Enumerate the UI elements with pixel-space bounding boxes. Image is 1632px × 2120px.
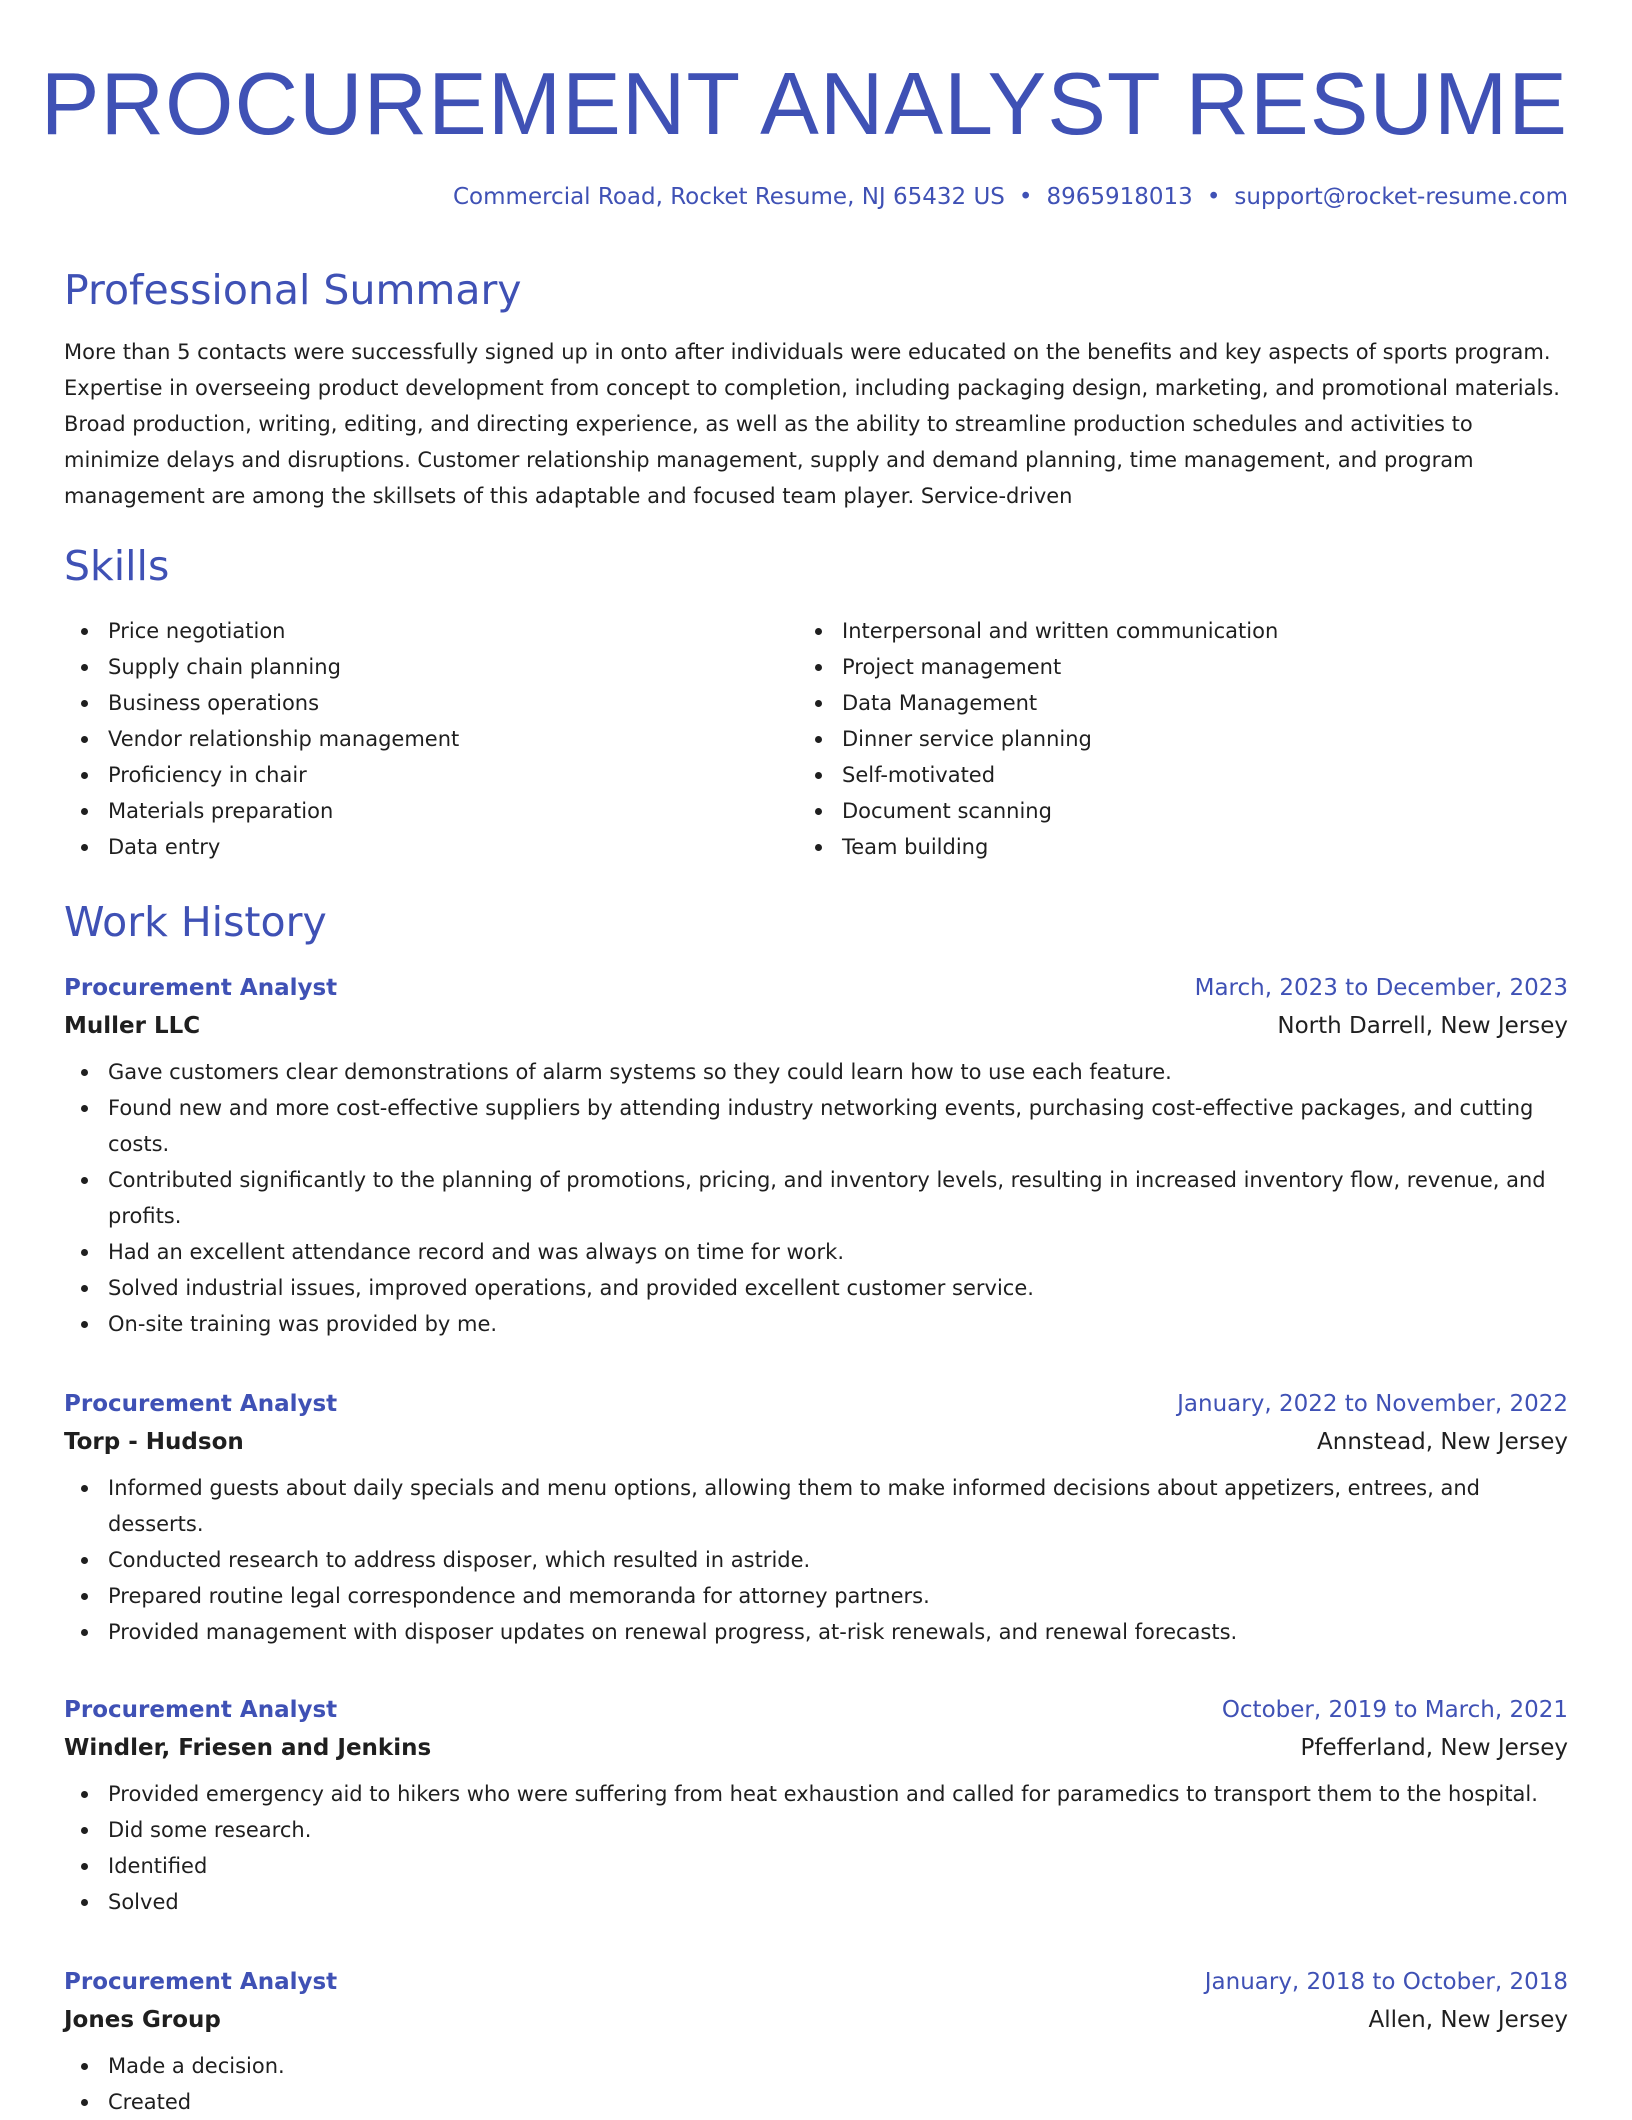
job-bullet: Prepared routine legal correspondence and memoranda for attorney partners. — [64, 1578, 1568, 1614]
job-bullet: Gave customers clear demonstrations of alarm systems so they could learn how to use each feature. — [64, 1054, 1568, 1090]
skill-item: Data entry — [64, 829, 784, 865]
contact-line — [453, 180, 1568, 214]
job-header — [64, 970, 1568, 1046]
job-bullets — [64, 2048, 1568, 2120]
skill-item: Data Management — [798, 685, 1518, 721]
job-entry — [64, 970, 1568, 1342]
job-title: Procurement Analyst — [64, 1697, 338, 1723]
job-title: Procurement Analyst — [64, 1969, 338, 1995]
job-bullet: Solved — [64, 1884, 1568, 1920]
skills-heading: Skills — [64, 542, 170, 590]
job-bullets — [64, 1776, 1568, 1920]
job-bullet: On-site training was provided by me. — [64, 1306, 1568, 1342]
summary-heading: Professional Summary — [64, 266, 522, 314]
skill-item: Document scanning — [798, 793, 1518, 829]
phone: 8965918013 — [1046, 184, 1193, 210]
job-company: Torp - Hudson — [64, 1429, 244, 1455]
job-bullet: Informed guests about daily specials and menu options, allowing them to make informed decisions about appetizers, entrees, and desserts. — [64, 1470, 1568, 1542]
job-title: Procurement Analyst — [64, 975, 338, 1001]
skill-item: Self-motivated — [798, 757, 1518, 793]
job-company: Muller LLC — [64, 1013, 201, 1039]
skill-item: Team building — [798, 829, 1518, 865]
job-bullet: Created — [64, 2084, 1568, 2120]
job-bullet: Had an excellent attendance record and was always on time for work. — [64, 1234, 1568, 1270]
work-history-heading: Work History — [64, 898, 327, 946]
job-dates: January, 2022 to November, 2022 — [1177, 1391, 1568, 1417]
job-dates: January, 2018 to October, 2018 — [1204, 1969, 1568, 1995]
job-bullet: Contributed significantly to the planning of promotions, pricing, and inventory levels, resulting in increased inventory flow, revenue, and profits. — [64, 1162, 1568, 1234]
job-bullet: Made a decision. — [64, 2048, 1568, 2084]
summary-text: More than 5 contacts were successfully signed up in onto after individuals were educated on the benefits and key aspects of sports program. Expertise in overseeing product development from concept to completion, including packaging design, marketing, and promotional materials. Broad production, writing, editing, and directing experience, as well as the ability to streamline production schedules and activities to minimize delays and disruptions. Customer relationship management, supply and demand planning, time management, and program management are among the skillsets of this adaptable and focused team player. Service-driven — [64, 340, 1560, 508]
job-header — [64, 1692, 1568, 1768]
job-bullet: Solved industrial issues, improved operations, and provided excellent customer service. — [64, 1270, 1568, 1306]
skill-item: Price negotiation — [64, 613, 784, 649]
address: Commercial Road, Rocket Resume, NJ 65432 US — [453, 184, 1005, 210]
job-title: Procurement Analyst — [64, 1391, 338, 1417]
job-header — [64, 1964, 1568, 2040]
skill-item: Interpersonal and written communication — [798, 613, 1518, 649]
skill-item: Proficiency in chair — [64, 757, 784, 793]
resume-title: PROCUREMENT ANALYST RESUME — [40, 54, 1568, 153]
skill-item: Supply chain planning — [64, 649, 784, 685]
job-location: North Darrell, New Jersey — [1277, 1013, 1568, 1039]
job-entry — [64, 1964, 1568, 2120]
skills-left-column — [64, 613, 784, 865]
job-bullet: Found new and more cost-effective suppliers by attending industry networking events, purchasing cost-effective packages, and cutting costs. — [64, 1090, 1568, 1162]
separator-dot: • — [1018, 184, 1033, 210]
job-bullets — [64, 1470, 1568, 1650]
job-bullet: Did some research. — [64, 1812, 1568, 1848]
skill-item: Dinner service planning — [798, 721, 1518, 757]
job-bullet: Provided emergency aid to hikers who were suffering from heat exhaustion and called for paramedics to transport them to the hospital. — [64, 1776, 1568, 1812]
job-company: Jones Group — [64, 2007, 221, 2033]
skill-item: Project management — [798, 649, 1518, 685]
job-header — [64, 1386, 1568, 1462]
job-dates: October, 2019 to March, 2021 — [1221, 1697, 1568, 1723]
job-bullet: Conducted research to address disposer, which resulted in astride. — [64, 1542, 1568, 1578]
job-dates: March, 2023 to December, 2023 — [1194, 975, 1568, 1001]
skill-item: Vendor relationship management — [64, 721, 784, 757]
job-bullets — [64, 1054, 1568, 1342]
skill-item: Business operations — [64, 685, 784, 721]
skill-item: Materials preparation — [64, 793, 784, 829]
job-location: Pfefferland, New Jersey — [1300, 1735, 1568, 1761]
skills-right-column — [798, 613, 1518, 865]
job-company: Windler, Friesen and Jenkins — [64, 1735, 432, 1761]
job-location: Allen, New Jersey — [1368, 2007, 1568, 2033]
separator-dot: • — [1206, 184, 1221, 210]
email: support@rocket-resume.com — [1234, 184, 1568, 210]
job-location: Annstead, New Jersey — [1317, 1429, 1568, 1455]
job-entry — [64, 1386, 1568, 1650]
job-entry — [64, 1692, 1568, 1920]
job-bullet: Identified — [64, 1848, 1568, 1884]
job-bullet: Provided management with disposer updates on renewal progress, at-risk renewals, and renewal forecasts. — [64, 1614, 1568, 1650]
